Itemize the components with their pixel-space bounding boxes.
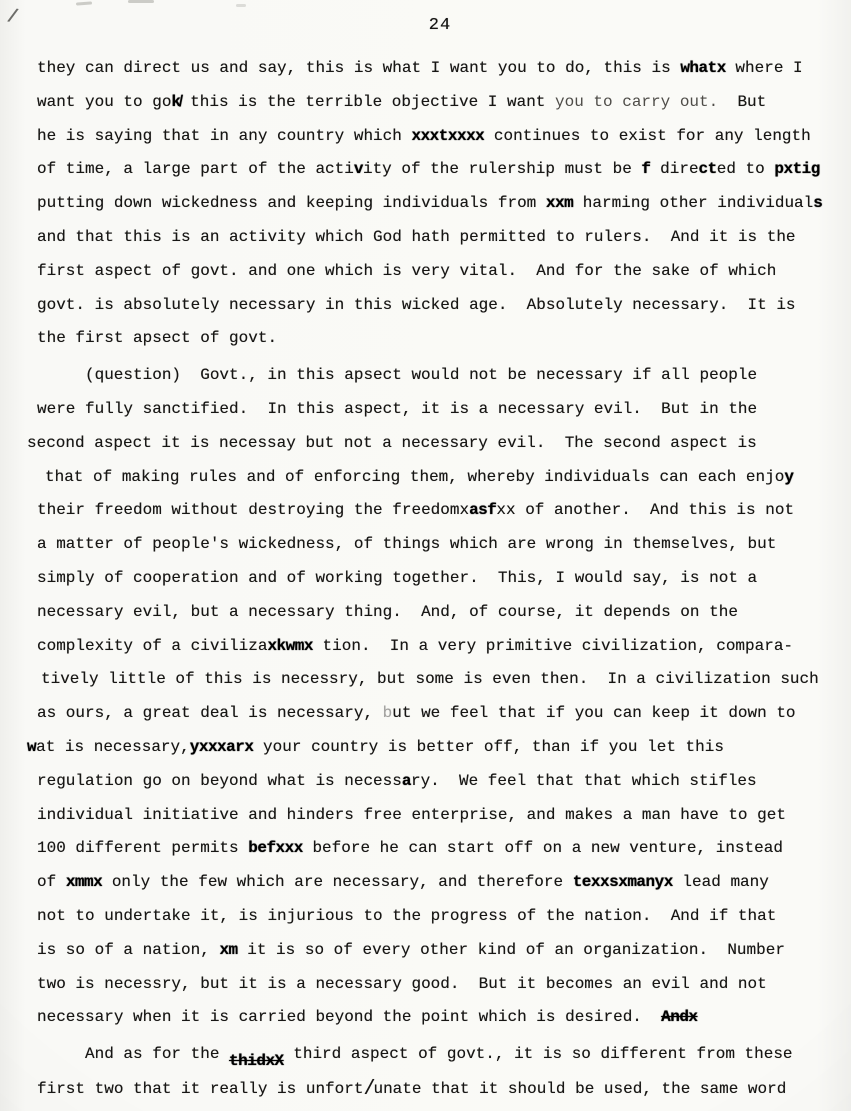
text-line	[37, 255, 843, 289]
text-line	[37, 86, 843, 120]
text-run: it is so of every other kind of an organization. Number	[237, 940, 785, 959]
scan-smudge	[236, 4, 246, 7]
text-run: a matter of people's wickedness, of things which are wrong in themselves, but	[37, 535, 777, 554]
text-line	[37, 187, 843, 221]
text-run: that of making rules and of enforcing them, whereby individuals can each enjo	[45, 467, 785, 486]
overtype-correction: pxtig	[774, 160, 820, 179]
overtype-correction: v	[353, 160, 363, 179]
text-line	[37, 1072, 843, 1106]
text-line	[37, 866, 843, 900]
text-run: individual initiative and hinders free enterprise, and makes a man have to get	[37, 805, 786, 824]
text-line	[37, 153, 843, 187]
text-run: dire	[650, 160, 699, 179]
text-run: of	[37, 873, 66, 892]
text-line	[37, 934, 843, 968]
text-run: were fully sanctified. In this aspect, it is a necessary evil. But in the	[37, 399, 758, 418]
text-run: necessary evil, but a necessary thing. And, of course, it depends on the	[37, 602, 738, 621]
text-run: second aspect it is necessay but not a necessary evil. The second aspect is	[27, 433, 757, 452]
text-run: simply of cooperation and of working together. This, I would say, is not a	[37, 568, 758, 587]
text-run: harming other individual	[573, 194, 814, 213]
text-run: first two that it really is unfort	[37, 1079, 364, 1098]
text-run: ut we feel that if you can keep it down to	[392, 704, 796, 723]
text-run: this is the terrible objective I want	[180, 92, 555, 111]
text-run: xx of another. And this is not	[496, 501, 795, 520]
text-run: two is necessry, but it is a necessary good. But it becomes an evil and not	[37, 974, 767, 993]
text-line	[37, 52, 843, 86]
overtype-correction: f	[641, 160, 651, 179]
text-run: at is necessary,	[36, 737, 190, 756]
overtype-correction: asf	[469, 501, 497, 520]
text-run: and that this is an activity which God hath permitted to rulers. And it is the	[37, 227, 796, 246]
overtype-correction: xxm	[545, 194, 574, 213]
text-line	[37, 562, 843, 596]
text-run: unate that it should be used, the same word	[373, 1079, 787, 1098]
text-run: of time, a large part of the acti	[37, 160, 354, 179]
overtype-correction: k̸	[171, 92, 181, 111]
text-line	[37, 630, 843, 664]
overtype-correction: Andx	[661, 1008, 698, 1027]
overtype-correction: befxxx	[248, 839, 303, 858]
text-line	[37, 494, 843, 528]
text-run: first aspect of govt. and one which is very vital. And for the sake of which	[37, 261, 777, 280]
text-line	[37, 322, 843, 356]
scan-smudge	[128, 0, 154, 3]
text-run: ry. We feel that that which stifles	[410, 771, 757, 790]
overtype-correction: xm	[219, 940, 238, 959]
overtype-correction: a	[401, 771, 411, 790]
overtype-correction: y	[784, 467, 794, 486]
overtype-correction: w	[27, 737, 37, 756]
text-run: 100 different permits	[37, 839, 249, 858]
text-run: before he can start off on a new venture, instead	[302, 839, 783, 858]
overtype-correction: b	[382, 704, 393, 723]
text-line	[37, 528, 843, 562]
text-run: regulation go on beyond what is necess	[37, 771, 402, 790]
text-run: he is saying that in any country which	[37, 126, 412, 145]
text-line	[37, 799, 843, 833]
text-run: lead many	[672, 873, 769, 892]
text-line	[27, 427, 843, 461]
text-run: necessary when it is carried beyond the point which is desired.	[37, 1008, 662, 1027]
text-run: want you to go	[37, 92, 172, 111]
text-line	[27, 731, 843, 765]
text-line	[37, 359, 843, 393]
text-run: And as for the	[85, 1045, 230, 1064]
overtype-correction: whatx	[680, 59, 726, 77]
text-run: tively little of this is necessry, but some is even then. In a civilization such	[41, 670, 819, 689]
text-line	[37, 697, 843, 731]
text-run: tion. In a very primitive civilization, compara-	[312, 636, 794, 655]
text-run: But	[718, 92, 767, 111]
text-run: only the few which are necessary, and therefore	[102, 873, 573, 892]
overtype-correction: yxxxarx	[189, 737, 254, 756]
text-run: their freedom without destroying the freedomx	[37, 501, 470, 520]
text-run: ed to	[716, 160, 775, 179]
text-line	[37, 968, 843, 1002]
text-run: as ours, a great deal is necessary,	[37, 704, 383, 723]
text-run: your country is better off, than if you let this	[253, 737, 724, 756]
text-line	[41, 663, 843, 697]
text-line	[37, 221, 843, 255]
overtype-correction: xxxtxxxx	[411, 126, 485, 145]
text-line	[37, 1038, 843, 1072]
text-run: continues to exist for any length	[484, 126, 811, 145]
text-run: complexity of a civiliza	[37, 636, 268, 655]
text-run: is so of a nation,	[37, 940, 220, 959]
text-line	[45, 461, 843, 495]
pen-corner-mark: /	[5, 5, 20, 29]
overtype-correction: xmmx	[65, 873, 103, 892]
text-run: where I	[725, 59, 803, 77]
overtype-correction: texxsxmanyx	[572, 873, 673, 892]
page-number: 24	[428, 16, 452, 35]
overtype-correction: thidxX	[229, 1052, 284, 1071]
scan-smudge	[76, 1, 92, 5]
text-line	[37, 596, 843, 630]
text-run: putting down wickedness and keeping individuals from	[37, 194, 546, 213]
text-line	[37, 289, 843, 323]
overtype-correction: you to carry out.	[555, 92, 719, 111]
text-line	[37, 900, 843, 934]
overtype-correction: s	[813, 194, 823, 213]
text-run: not to undertake it, is injurious to the progress of the nation. And if that	[37, 906, 777, 925]
text-line	[37, 393, 843, 427]
text-line	[37, 832, 843, 866]
text-run: the first apsect of govt.	[37, 329, 278, 348]
overtype-correction: xkwmx	[267, 636, 313, 655]
text-line	[37, 765, 843, 799]
text-run: third aspect of govt., it is so different from these	[283, 1045, 793, 1064]
overtype-correction: ct	[698, 160, 717, 179]
text-line	[37, 1001, 843, 1035]
text-line	[37, 120, 843, 154]
text-run: they can direct us and say, this is what I want you to do, this is	[37, 59, 681, 77]
text-run: (question) Govt., in this apsect would not be necessary if all people	[85, 366, 758, 385]
typewritten-page-body	[27, 52, 843, 1106]
text-run: ity of the rulership must be	[362, 160, 642, 179]
text-run: govt. is absolutely necessary in this wicked age. Absolutely necessary. It is	[37, 295, 796, 314]
overtype-correction: /	[363, 1077, 374, 1101]
